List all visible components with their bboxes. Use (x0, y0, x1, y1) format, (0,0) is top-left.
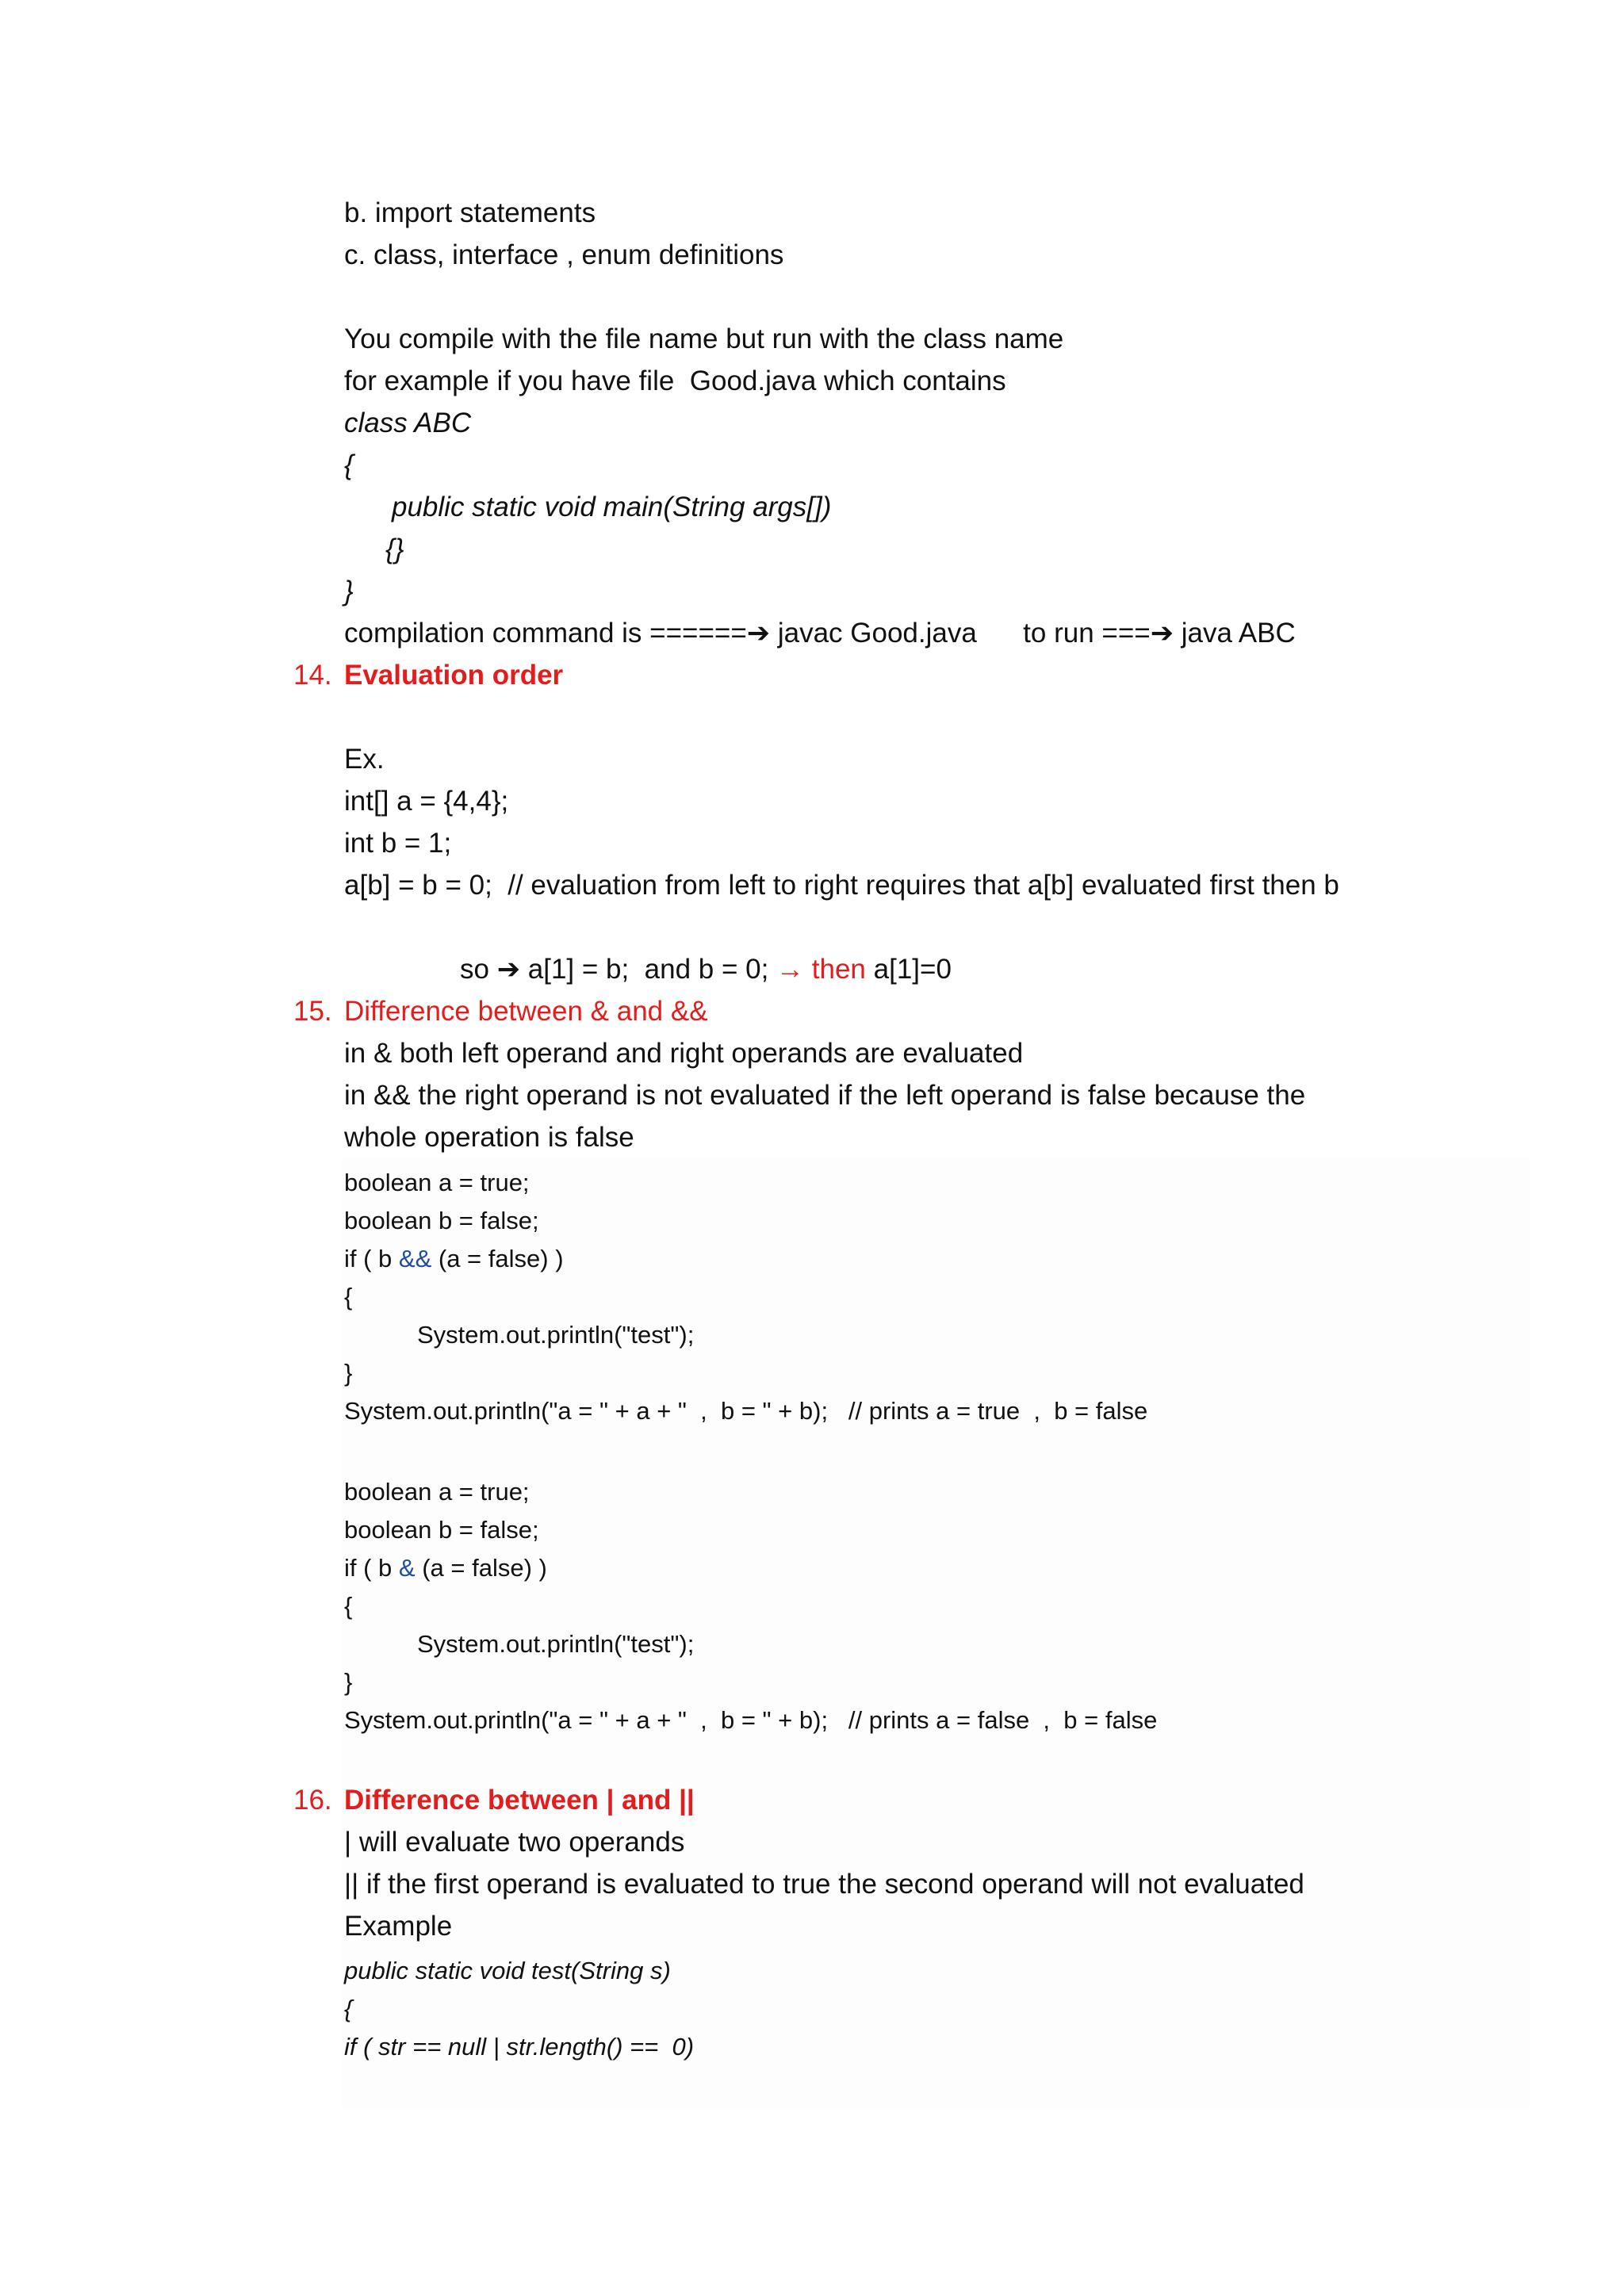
section-14-code-2: int b = 1; (344, 828, 452, 859)
code-line: } (344, 1359, 353, 1387)
code-text: if ( b (344, 1554, 399, 1582)
code-text: (a = false) ) (431, 1245, 564, 1272)
code-open-brace: { (344, 450, 354, 480)
code-line: boolean a = true; (344, 1478, 530, 1506)
arrow-icon: ➔ (746, 618, 771, 649)
and-and-operator: && (398, 1245, 432, 1272)
code-line: { (344, 1283, 353, 1311)
list-item-import: b. import statements (344, 197, 596, 228)
code-text: if ( b (344, 1245, 399, 1272)
section-16-para-1: | will evaluate two operands (344, 1827, 685, 1858)
code-main-signature: public static void main(String args[]) (392, 492, 832, 522)
section-15-para-1: in & both left operand and right operands are evaluated (344, 1038, 1024, 1069)
run-class-text: java ABC (1174, 618, 1296, 649)
code-line: boolean b = false; (344, 1516, 539, 1544)
compile-command-text: compilation command is ====== (344, 618, 747, 649)
red-arrow-icon: → (776, 954, 805, 985)
section-14-title: Evaluation order (344, 660, 564, 691)
arrow-icon: ➔ (1150, 618, 1174, 649)
section-14-number: 14. (293, 660, 332, 691)
compile-note: You compile with the file name but run with the class name (344, 323, 1064, 354)
section-16-number: 16. (293, 1785, 332, 1816)
section-16-para-3: Example (344, 1911, 453, 1942)
arrow-icon: ➔ (496, 954, 521, 985)
example-note: for example if you have file Good.java which contains (344, 365, 1006, 396)
code-line: { (344, 1592, 353, 1620)
section-15-number: 15. (293, 996, 332, 1027)
code-line: System.out.println("a = " + a + " , b = " + b); // prints a = true , b = false (344, 1397, 1148, 1425)
section-15-para-2: in && the right operand is not evaluated if the left operand is false because the (344, 1080, 1306, 1111)
result-text: a[1]=0 (865, 954, 952, 985)
code-line: } (344, 1668, 353, 1696)
so-assign-text: a[1] = b; and b = 0; (520, 954, 777, 985)
section-14-so-line (460, 953, 952, 986)
code-empty-braces: {} (385, 534, 404, 564)
section-16-para-2: || if the first operand is evaluated to true the second operand will not evaluated (344, 1869, 1304, 1900)
list-item-class: c. class, interface , enum definitions (344, 239, 784, 270)
section-14-code-3: a[b] = b = 0; // evaluation from left to right requires that a[b] evaluated first then b (344, 870, 1339, 901)
so-text: so (460, 954, 497, 985)
code-close-brace: } (344, 576, 354, 607)
section-16-title: Difference between | and || (344, 1785, 695, 1816)
code-line: { (344, 1995, 353, 2022)
section-15-para-3: whole operation is false (344, 1122, 634, 1153)
and-operator: & (398, 1554, 416, 1582)
code-class-abc: class ABC (344, 408, 472, 438)
code-line: System.out.println("test"); (417, 1321, 695, 1349)
section-14-code-1: int[] a = {4,4}; (344, 786, 509, 817)
code-line: System.out.println("test"); (417, 1630, 695, 1658)
run-command-text: javac Good.java to run === (770, 618, 1151, 649)
code-line: boolean a = true; (344, 1169, 530, 1196)
code-line: System.out.println("a = " + a + " , b = " + b); // prints a = false , b = false (344, 1706, 1158, 1734)
code-if-line (344, 1243, 564, 1275)
then-text: then (804, 954, 866, 985)
section-15-title: Difference between & and && (344, 996, 708, 1027)
code-line: public static void test(String s) (344, 1957, 671, 1984)
code-text: (a = false) ) (415, 1554, 547, 1582)
code-if-line (344, 1552, 547, 1584)
section-14-ex: Ex. (344, 744, 385, 775)
code-line: if ( str == null | str.length() == 0) (344, 2033, 695, 2061)
compile-command-line (344, 617, 1296, 650)
code-line: boolean b = false; (344, 1207, 539, 1234)
